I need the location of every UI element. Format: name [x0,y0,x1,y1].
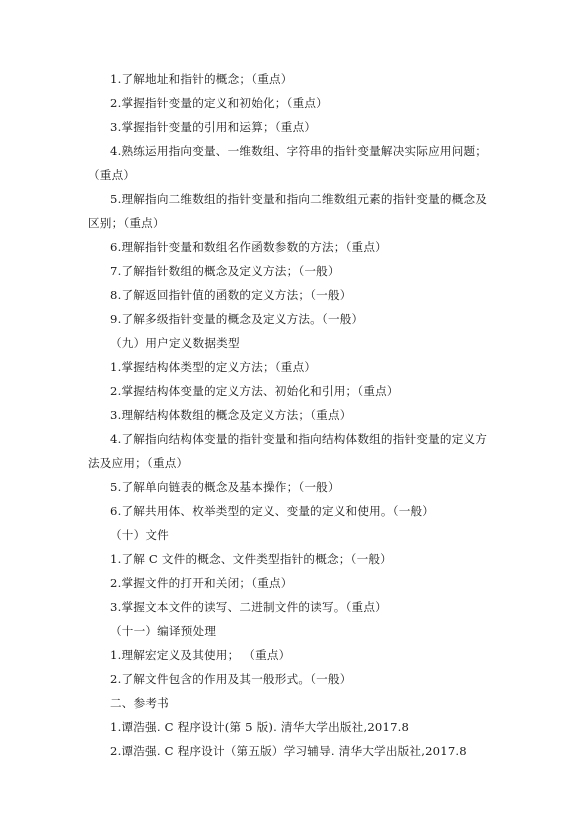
pointer-item-5-line-1: 5.理解指向二维数组的指针变量和指向二维数组元素的指针变量的概念及 [110,192,488,206]
pointer-item-1: 1.了解地址和指针的概念；（重点） [110,72,293,86]
preproc-item-1: 1.理解宏定义及其使用； （重点） [110,648,291,662]
file-item-1: 1.了解 C 文件的概念、文件类型指针的概念；（一般） [110,552,392,566]
pointer-item-5-line-2: 区别；（重点） [88,216,165,230]
struct-item-3: 3.理解结构体数组的概念及定义方法；（重点） [110,408,352,422]
file-item-3: 3.掌握文本文件的读写、二进制文件的读写。（重点） [110,600,387,614]
preproc-item-2: 2.了解文件包含的作用及其一般形式。（一般） [110,672,352,686]
struct-item-4-line-2: 法及应用；（重点） [88,456,189,470]
struct-item-6: 6.了解共用体、枚举类型的定义、变量的定义和使用。（一般） [110,504,435,518]
reference-item-2: 2.谭浩强. C 程序设计（第五版）学习辅导. 清华大学出版社,2017.8 [110,744,467,758]
section-heading-10: （十）文件 [110,528,169,542]
pointer-item-4-line-2: （重点） [88,168,136,182]
section-heading-9: （九）用户定义数据类型 [110,336,240,350]
pointer-item-2: 2.掌握指针变量的定义和初始化；（重点） [110,96,328,110]
pointer-item-9: 9.了解多级指针变量的概念及定义方法。（一般） [110,312,364,326]
struct-item-1: 1.掌握结构体类型的定义方法；（重点） [110,360,317,374]
pointer-item-3: 3.掌握指针变量的引用和运算；（重点） [110,120,317,134]
struct-item-4-line-1: 4.了解指向结构体变量的指针变量和指向结构体数组的指针变量的定义方 [110,432,488,446]
pointer-item-7: 7.了解指针数组的概念及定义方法；（一般） [110,264,340,278]
struct-item-2: 2.掌握结构体变量的定义方法、初始化和引用；（重点） [110,384,399,398]
pointer-item-8: 8.了解返回指针值的函数的定义方法；（一般） [110,288,352,302]
file-item-2: 2.掌握文件的打开和关闭；（重点） [110,576,293,590]
section-heading-references: 二、参考书 [110,696,169,710]
reference-item-1: 1.谭浩强. C 程序设计(第 5 版). 清华大学出版社,2017.8 [110,720,410,734]
pointer-item-4-line-1: 4.熟练运用指向变量、一维数组、字符串的指针变量解决实际应用问题； [110,144,488,158]
section-heading-11: （十一）编译预处理 [110,624,217,638]
pointer-item-6: 6.理解指针变量和数组名作函数参数的方法；（重点） [110,240,387,254]
struct-item-5: 5.了解单向链表的概念及基本操作；（一般） [110,480,340,494]
